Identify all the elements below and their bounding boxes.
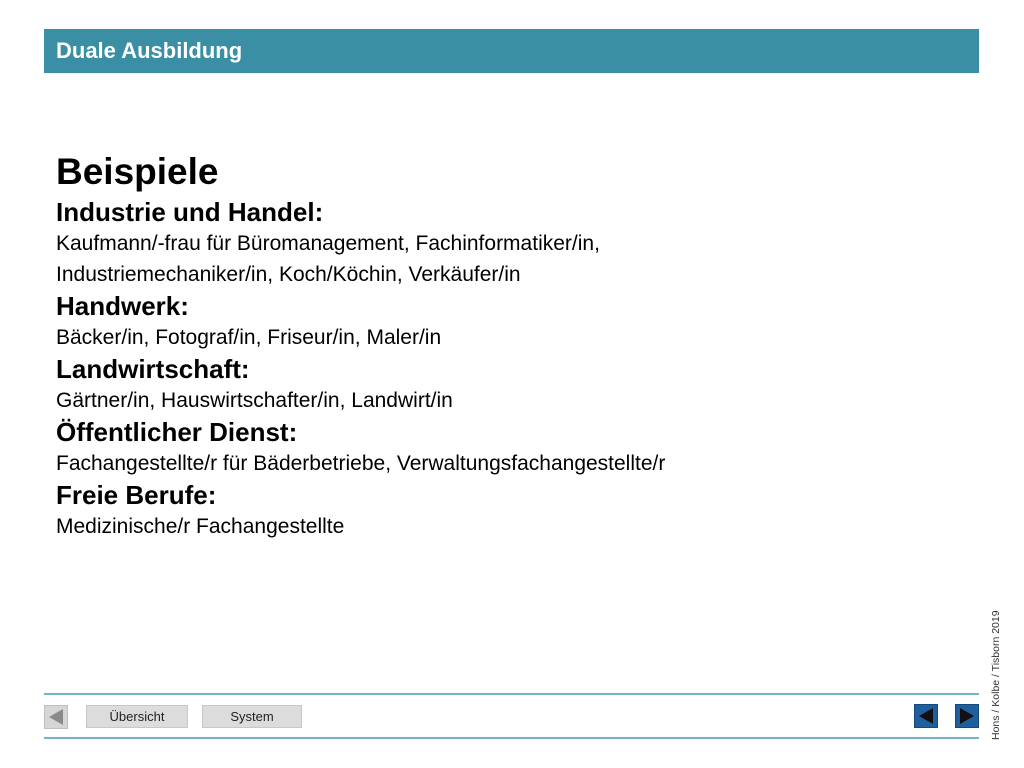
section-line: Industriemechaniker/in, Koch/Köchin, Verkäufer/in <box>56 263 521 286</box>
footer-divider-bottom <box>44 737 979 739</box>
section-line: Medizinische/r Fachangestellte <box>56 515 345 538</box>
uebersicht-button[interactable]: Übersicht <box>86 705 188 728</box>
section-heading: Industrie und Handel: <box>56 197 324 227</box>
section-heading: Handwerk: <box>56 291 189 321</box>
back-button-disabled <box>44 705 68 729</box>
section-handwerk <box>56 290 936 353</box>
section-freie-berufe <box>56 479 936 542</box>
section-line: Gärtner/in, Hauswirtschafter/in, Landwirt/in <box>56 389 453 412</box>
next-slide-button[interactable] <box>955 704 979 728</box>
section-oeffentlicher-dienst <box>56 416 936 479</box>
section-line: Bäcker/in, Fotograf/in, Friseur/in, Maler/in <box>56 326 442 349</box>
section-line: Fachangestellte/r für Bäderbetriebe, Verwaltungsfachangestellte/r <box>56 452 666 475</box>
arrow-left-icon <box>49 709 63 725</box>
page-title: Beispiele <box>56 151 219 192</box>
section-line: Kaufmann/-frau für Büromanagement, Fachinformatiker/in, <box>56 232 600 255</box>
section-heading: Freie Berufe: <box>56 480 217 510</box>
section-industrie-handel <box>56 196 936 290</box>
footer-divider-top <box>44 693 979 695</box>
previous-slide-button[interactable] <box>914 704 938 728</box>
slide-content <box>56 148 936 542</box>
header-title: Duale Ausbildung <box>56 38 243 63</box>
arrow-left-icon <box>919 708 933 724</box>
section-heading: Landwirtschaft: <box>56 354 250 384</box>
copyright-text: Hons / Kolbe / Tisborn 2019 <box>990 610 1002 740</box>
section-heading: Öffentlicher Dienst: <box>56 417 298 447</box>
section-landwirtschaft <box>56 353 936 416</box>
header-bar <box>44 29 979 73</box>
arrow-right-icon <box>960 708 974 724</box>
system-button[interactable]: System <box>202 705 302 728</box>
